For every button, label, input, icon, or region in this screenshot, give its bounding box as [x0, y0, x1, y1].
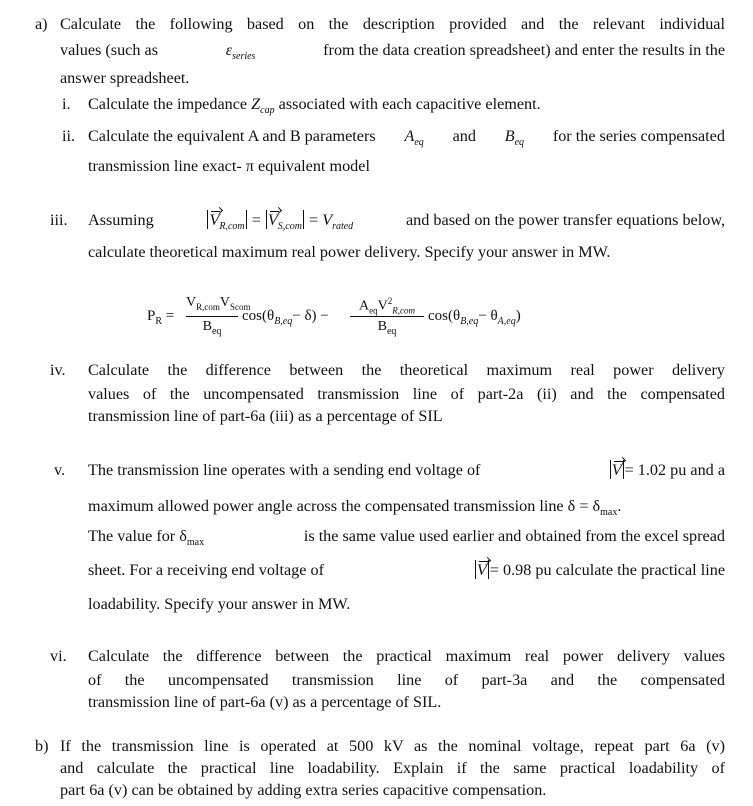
eq-frac1-den: $B_{eq}$ — [202, 319, 222, 337]
part-b-label: b) — [35, 737, 49, 755]
item-v-line-1: The transmission line operates with a sending end voltage of V = 1.02 pu and a — [88, 461, 725, 479]
eq-frac2-den: $B_{eq}$ — [377, 319, 397, 337]
a-eq-symbol: $A_{eq}$ — [404, 127, 424, 148]
part-a-line-3: answer spreadsheet. — [60, 69, 190, 87]
eq-cos1: $\cos(\theta_{B,eq}- \delta)$ − — [242, 308, 329, 327]
eq-lhs: $P_R$ = — [147, 308, 175, 327]
eq-cos2: $\cos(\theta_{B,eq}- \theta_{A,eq})$ — [428, 308, 521, 327]
item-iii-line-1: Assuming $V_{R,com} = V_{S,com} = V_{rated}$ and based on the power transfer equations below, — [88, 210, 725, 237]
item-v-line-5: loadability. Specify your answer in MW. — [88, 595, 351, 613]
epsilon-series: $\varepsilon_{series}$ — [225, 41, 256, 62]
item-iv-line-3: transmission line of part-6a (iii) as a percentage of SIL — [88, 407, 443, 425]
eq-frac2-bar — [350, 316, 424, 317]
item-vi-line-3: transmission line of part-6a (v) as a percentage of SIL. — [88, 693, 442, 711]
item-ii-line-1: Calculate the equivalent A and B parameters $A_{eq}$ and $B_{eq}$ for the series compensated — [88, 126, 725, 153]
part-a-line-1: Calculate the following based on the description provided and the relevant individual — [60, 15, 725, 33]
part-a-line-2 — [60, 40, 725, 67]
z-cap-symbol: Z — [251, 95, 261, 113]
voltage-equality: $V_{R,com} = V_{S,com} = V_{rated}$ — [209, 211, 354, 232]
item-v-line-4: sheet. For a receiving end voltage of V = 0.98 pu calculate the practical line — [88, 561, 725, 579]
item-vi-label: vi. — [50, 647, 67, 665]
item-vi-line-2: of the uncompensated transmission line of part-3a and the compensated — [88, 671, 725, 689]
item-iv-label: iv. — [50, 361, 66, 379]
part-a-line-2-post: from the data creation spreadsheet) and enter the results in the — [323, 41, 725, 59]
item-i-label: i. — [62, 95, 71, 113]
item-iii-line-2: calculate theoretical maximum real power delivery. Specify your answer in MW. — [88, 243, 611, 261]
item-iv-line-1: Calculate the difference between the theoretical maximum real power delivery — [88, 361, 725, 379]
sending-voltage: V = 1.02 pu and a — [611, 461, 725, 479]
receiving-voltage: V = 0.98 pu calculate the practical line — [476, 561, 725, 579]
item-i-text: Calculate the impedance $Z_{cap}$ associated with each capacitive element. — [88, 95, 541, 116]
b-eq-symbol: $B_{eq}$ — [504, 127, 525, 148]
item-v-label: v. — [54, 461, 66, 479]
item-vi-line-1: Calculate the difference between the practical maximum real power delivery values — [88, 647, 725, 665]
part-b-line-1: If the transmission line is operated at 500 kV as the nominal voltage, repeat part 6a (v) — [60, 737, 725, 755]
item-iii-label: iii. — [50, 211, 68, 229]
part-b-line-3: part 6a (v) can be obtained by adding extra series capacitive compensation. — [60, 781, 547, 799]
item-ii-line-2: transmission line exact- π equivalent model — [88, 157, 370, 175]
item-iv-line-2: values of the uncompensated transmission line of part-2a (ii) and the compensated — [88, 385, 725, 403]
item-v-line-2: maximum allowed power angle across the compensated transmission line $\delta = \delta_{max}$. — [88, 497, 622, 518]
item-v-line-3: The value for $\delta_{max}$ is the same value used earlier and obtained from the excel spread — [88, 527, 725, 548]
eq-frac1-bar — [186, 316, 238, 317]
part-a-line-2-pre: values (such as — [60, 41, 158, 59]
part-b-line-2: and calculate the practical line loadability. Explain if the same practical loadability of — [60, 759, 725, 777]
part-a-label: a) — [35, 15, 48, 33]
eq-frac1-num: $V_{R,com}V_{Scom}$ — [186, 295, 251, 312]
eq-frac2-num: $A_{eq}V^2_{R,com}$ — [359, 296, 415, 316]
item-ii-label: ii. — [62, 127, 76, 145]
